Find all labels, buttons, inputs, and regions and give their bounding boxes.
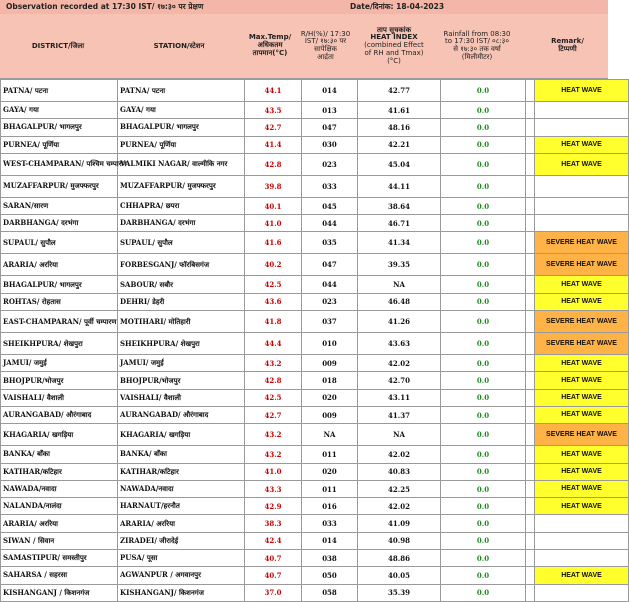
header-heat-index: ताप सूचकांक HEAT INDEX (combined Effect of RH and Tmax) (°C) [364,25,424,65]
heat-index-cell: 41.61 [358,102,441,119]
relative-humidity-cell: 016 [302,498,358,515]
remark-cell: HEAT WAVE [535,446,629,463]
table-row [1,424,629,446]
district-cell: PATNA/ पटना [1,80,118,102]
station-cell: PATNA/ पटना [118,80,245,102]
station-cell: DEHRI/ डेहरी [118,293,245,310]
district-cell: PURNEA/ पूर्णिया [1,136,118,153]
rainfall-cell: 0.0 [441,311,526,333]
remark-cell: HEAT WAVE [535,372,629,389]
rainfall-cell: 0.0 [441,254,526,276]
relative-humidity-cell: 047 [302,119,358,136]
rainfall-cell: 0.0 [441,215,526,232]
heat-index-cell: 35.39 [358,584,441,601]
station-cell: VAISHALI/ वैशाली [118,389,245,406]
max-temp-cell: 41.0 [245,463,302,480]
remark-cell: HEAT WAVE [535,480,629,497]
district-cell: AURANGABAD/ औरंगाबाद [1,406,118,423]
district-cell: ROHTAS/ रोहतास [1,293,118,310]
district-cell: BHAGALPUR/ भागलपुर [1,119,118,136]
heat-index-cell: 42.02 [358,446,441,463]
table-row [1,232,629,254]
station-cell: AGWANPUR / अगवानपुर [118,567,245,584]
spacer-cell [526,119,535,136]
relative-humidity-cell: 011 [302,480,358,497]
table-row [1,355,629,372]
remark-cell [535,197,629,214]
remark-cell [535,119,629,136]
heat-index-cell: 42.77 [358,80,441,102]
header-district: DISTRICT/जिला [31,41,85,50]
relative-humidity-cell: 045 [302,197,358,214]
spacer-cell [526,254,535,276]
station-cell: MOTIHARI/ मोतिहारी [118,311,245,333]
heat-index-cell: 42.21 [358,136,441,153]
relative-humidity-cell: 009 [302,406,358,423]
rainfall-cell: 0.0 [441,424,526,446]
relative-humidity-cell: 047 [302,254,358,276]
heat-index-cell: 46.48 [358,293,441,310]
max-temp-cell: 42.7 [245,119,302,136]
table-row [1,333,629,355]
table-row [1,254,629,276]
district-cell: SAHARSA / सहरसा [1,567,118,584]
observation-label: Observation recorded at 17:30 IST/ १७:३० पर प्रेक्षण [6,2,204,11]
header-temp: Max.Temp/ अधिकतम तापमान(°C) [248,33,292,57]
heat-index-cell: 42.02 [358,355,441,372]
max-temp-cell: 42.7 [245,406,302,423]
heat-index-cell: 44.11 [358,175,441,197]
station-cell: BANKA/ बाँका [118,446,245,463]
station-cell: ARARIA/ अररिया [118,515,245,532]
max-temp-cell: 40.7 [245,567,302,584]
spacer-cell [526,355,535,372]
rainfall-cell: 0.0 [441,333,526,355]
table-row [1,389,629,406]
district-cell: ARARIA/ अररिया [1,254,118,276]
table-row [1,102,629,119]
station-cell: SABOUR/ सबौर [118,276,245,293]
remark-cell: SEVERE HEAT WAVE [535,232,629,254]
station-cell: SHEIKHPURA/ शेखपुरा [118,333,245,355]
max-temp-cell: 37.0 [245,584,302,601]
table-row [1,153,629,175]
district-cell: NAWADA/नवादा [1,480,118,497]
remark-cell: HEAT WAVE [535,80,629,102]
heat-index-cell: 48.16 [358,119,441,136]
station-cell: ZIRADEI/ जीरादेई [118,532,245,549]
rainfall-cell: 0.0 [441,293,526,310]
spacer-cell [526,80,535,102]
remark-cell [535,175,629,197]
table-row [1,567,629,584]
rainfall-cell: 0.0 [441,446,526,463]
max-temp-cell: 40.1 [245,197,302,214]
max-temp-cell: 42.8 [245,372,302,389]
rainfall-cell: 0.0 [441,175,526,197]
table-row [1,197,629,214]
station-cell: KISHANGANJ/ किशनगंज [118,584,245,601]
header-remark: Remark/ टिप्पणी [551,37,584,53]
table-row [1,276,629,293]
max-temp-cell: 43.2 [245,355,302,372]
spacer-cell [526,532,535,549]
table-row [1,498,629,515]
remark-cell: HEAT WAVE [535,136,629,153]
station-cell: KHAGARIA/ खगड़िया [118,424,245,446]
relative-humidity-cell: 023 [302,153,358,175]
spacer-cell [526,136,535,153]
station-cell: BHOJPUR/भोजपुर [118,372,245,389]
district-cell: NALANDA/नालंदा [1,498,118,515]
district-cell: SAMASTIPUR/ समस्तीपुर [1,550,118,567]
remark-cell: SEVERE HEAT WAVE [535,333,629,355]
spacer-cell [526,446,535,463]
max-temp-cell: 43.2 [245,424,302,446]
max-temp-cell: 40.2 [245,254,302,276]
heat-index-cell: 40.83 [358,463,441,480]
rainfall-cell: 0.0 [441,389,526,406]
heat-index-cell: 46.71 [358,215,441,232]
heat-index-cell: 45.04 [358,153,441,175]
spacer-cell [526,333,535,355]
rainfall-cell: 0.0 [441,550,526,567]
relative-humidity-cell: 018 [302,372,358,389]
spacer-cell [526,311,535,333]
max-temp-cell: 41.6 [245,232,302,254]
max-temp-cell: 43.2 [245,446,302,463]
district-cell: BANKA/ बाँका [1,446,118,463]
rainfall-cell: 0.0 [441,584,526,601]
relative-humidity-cell: 009 [302,355,358,372]
rainfall-cell: 0.0 [441,119,526,136]
heat-index-cell: 41.09 [358,515,441,532]
max-temp-cell: 41.4 [245,136,302,153]
relative-humidity-cell: 020 [302,463,358,480]
table-row [1,550,629,567]
spacer-cell [526,406,535,423]
header-station: STATION/स्टेशन [153,41,205,50]
district-cell: MUZAFFARPUR/ मुजफ्फरपुर [1,175,118,197]
heat-index-cell: NA [358,424,441,446]
max-temp-cell: 43.5 [245,102,302,119]
heat-index-cell: NA [358,276,441,293]
max-temp-cell: 41.8 [245,311,302,333]
rainfall-cell: 0.0 [441,153,526,175]
station-cell: GAYA/ गया [118,102,245,119]
station-cell: VALMIKI NAGAR/ वाल्मीकि नगर [118,153,245,175]
rainfall-cell: 0.0 [441,372,526,389]
max-temp-cell: 42.4 [245,532,302,549]
district-cell: WEST-CHAMPARAN/ पश्चिम चम्पारण [1,153,118,175]
relative-humidity-cell: 038 [302,550,358,567]
remark-cell [535,102,629,119]
relative-humidity-cell: 044 [302,276,358,293]
district-cell: SHEIKHPURA/ शेखपुरा [1,333,118,355]
remark-cell: HEAT WAVE [535,406,629,423]
relative-humidity-cell: 037 [302,311,358,333]
remark-cell: HEAT WAVE [535,355,629,372]
table-row [1,215,629,232]
station-cell: AURANGABAD/ औरंगाबाद [118,406,245,423]
rainfall-cell: 0.0 [441,197,526,214]
station-cell: NAWADA/नवादा [118,480,245,497]
heat-index-cell: 40.98 [358,532,441,549]
district-cell: VAISHALI/ वैशाली [1,389,118,406]
heat-index-cell: 42.70 [358,372,441,389]
spacer-cell [526,232,535,254]
remark-cell: HEAT WAVE [535,153,629,175]
table-row [1,584,629,601]
max-temp-cell: 40.7 [245,550,302,567]
spacer-cell [526,550,535,567]
station-cell: JAMUI/ जमुई [118,355,245,372]
rainfall-cell: 0.0 [441,463,526,480]
remark-cell: SEVERE HEAT WAVE [535,311,629,333]
heat-index-cell: 41.34 [358,232,441,254]
table-header [0,14,608,79]
rainfall-cell: 0.0 [441,532,526,549]
spacer-cell [526,584,535,601]
header-rainfall: Rainfall from 08:30 to 17:30 IST/ ०८:३० से १७:३० तक वर्षा (मिलीमीटर) [443,29,511,61]
spacer-cell [526,175,535,197]
remark-cell: HEAT WAVE [535,463,629,480]
relative-humidity-cell: 011 [302,446,358,463]
rainfall-cell: 0.0 [441,80,526,102]
station-cell: PUSA/ पूसा [118,550,245,567]
heat-wave-table [0,79,629,602]
max-temp-cell: 44.1 [245,80,302,102]
station-cell: BHAGALPUR/ भागलपुर [118,119,245,136]
table-row [1,532,629,549]
remark-cell: HEAT WAVE [535,567,629,584]
table-row [1,515,629,532]
district-cell: BHOJPUR/भोजपुर [1,372,118,389]
relative-humidity-cell: NA [302,424,358,446]
rainfall-cell: 0.0 [441,276,526,293]
table-row [1,311,629,333]
remark-cell [535,532,629,549]
spacer-cell [526,463,535,480]
table-row [1,80,629,102]
spacer-cell [526,515,535,532]
observation-bar [0,0,608,15]
remark-cell [535,215,629,232]
rainfall-cell: 0.0 [441,480,526,497]
station-cell: HARNAUT/हरनौत [118,498,245,515]
station-cell: FORBESGANJ/ फॉरबिसगंज [118,254,245,276]
heat-index-cell: 40.05 [358,567,441,584]
district-cell: KHAGARIA/ खगड़िया [1,424,118,446]
district-cell: KATIHAR/कटिहार [1,463,118,480]
max-temp-cell: 38.3 [245,515,302,532]
rainfall-cell: 0.0 [441,102,526,119]
relative-humidity-cell: 014 [302,532,358,549]
district-cell: JAMUI/ जमुई [1,355,118,372]
remark-cell: SEVERE HEAT WAVE [535,424,629,446]
table-row [1,175,629,197]
relative-humidity-cell: 050 [302,567,358,584]
table-row [1,372,629,389]
max-temp-cell: 43.6 [245,293,302,310]
relative-humidity-cell: 010 [302,333,358,355]
max-temp-cell: 44.4 [245,333,302,355]
heat-index-cell: 41.26 [358,311,441,333]
table-row [1,293,629,310]
spacer-cell [526,389,535,406]
table-row [1,119,629,136]
district-cell: BHAGALPUR/ भागलपुर [1,276,118,293]
remark-cell [535,550,629,567]
date-label: Date/दिनांक: 18-04-2023 [350,2,445,11]
rainfall-cell: 0.0 [441,355,526,372]
relative-humidity-cell: 033 [302,175,358,197]
spacer-cell [526,276,535,293]
district-cell: DARBHANGA/ दरभंगा [1,215,118,232]
district-cell: SIWAN / सिवान [1,532,118,549]
rainfall-cell: 0.0 [441,406,526,423]
relative-humidity-cell: 058 [302,584,358,601]
spacer-cell [526,480,535,497]
station-cell: KATIHAR/कटिहार [118,463,245,480]
district-cell: GAYA/ गया [1,102,118,119]
relative-humidity-cell: 023 [302,293,358,310]
spacer-cell [526,215,535,232]
max-temp-cell: 43.3 [245,480,302,497]
max-temp-cell: 39.8 [245,175,302,197]
rainfall-cell: 0.0 [441,136,526,153]
spacer-cell [526,197,535,214]
station-cell: MUZAFFARPUR/ मुजफ्फरपुर [118,175,245,197]
spacer-cell [526,293,535,310]
station-cell: CHHAPRA/ छपरा [118,197,245,214]
spacer-cell [526,498,535,515]
rainfall-cell: 0.0 [441,515,526,532]
spacer-cell [526,102,535,119]
remark-cell: HEAT WAVE [535,293,629,310]
remark-cell: SEVERE HEAT WAVE [535,254,629,276]
relative-humidity-cell: 014 [302,80,358,102]
heat-index-cell: 48.86 [358,550,441,567]
relative-humidity-cell: 020 [302,389,358,406]
relative-humidity-cell: 013 [302,102,358,119]
heat-index-cell: 38.64 [358,197,441,214]
spacer-cell [526,372,535,389]
heat-index-cell: 43.63 [358,333,441,355]
remark-cell: HEAT WAVE [535,389,629,406]
table-row [1,446,629,463]
max-temp-cell: 42.5 [245,389,302,406]
heat-index-cell: 39.35 [358,254,441,276]
header-rh: R/H(%)/ 17:30 IST/ १७:३० पर सापेक्षिक आर्द्रता [300,29,351,61]
station-cell: SUPAUL/ सुपौल [118,232,245,254]
spacer-cell [526,424,535,446]
relative-humidity-cell: 033 [302,515,358,532]
rainfall-cell: 0.0 [441,498,526,515]
district-cell: SUPAUL/ सुपौल [1,232,118,254]
remark-cell: HEAT WAVE [535,498,629,515]
table-row [1,406,629,423]
remark-cell: HEAT WAVE [535,276,629,293]
station-cell: DARBHANGA/ दरभंगा [118,215,245,232]
relative-humidity-cell: 035 [302,232,358,254]
table-row [1,136,629,153]
station-cell: PURNEA/ पूर्णिया [118,136,245,153]
district-cell: KISHANGANJ / किशनगंज [1,584,118,601]
remark-cell [535,515,629,532]
table-row [1,480,629,497]
district-cell: EAST-CHAMPARAN/ पूर्वी चम्पारण [1,311,118,333]
remark-cell [535,584,629,601]
district-cell: SARAN/सारण [1,197,118,214]
max-temp-cell: 42.5 [245,276,302,293]
table-row [1,463,629,480]
relative-humidity-cell: 030 [302,136,358,153]
heat-index-cell: 42.02 [358,498,441,515]
max-temp-cell: 42.8 [245,153,302,175]
spacer-cell [526,153,535,175]
district-cell: ARARIA/ अररिया [1,515,118,532]
relative-humidity-cell: 044 [302,215,358,232]
heat-index-cell: 43.11 [358,389,441,406]
rainfall-cell: 0.0 [441,232,526,254]
rainfall-cell: 0.0 [441,567,526,584]
max-temp-cell: 42.9 [245,498,302,515]
spacer-cell [526,567,535,584]
max-temp-cell: 41.0 [245,215,302,232]
heat-index-cell: 41.37 [358,406,441,423]
heat-index-cell: 42.25 [358,480,441,497]
